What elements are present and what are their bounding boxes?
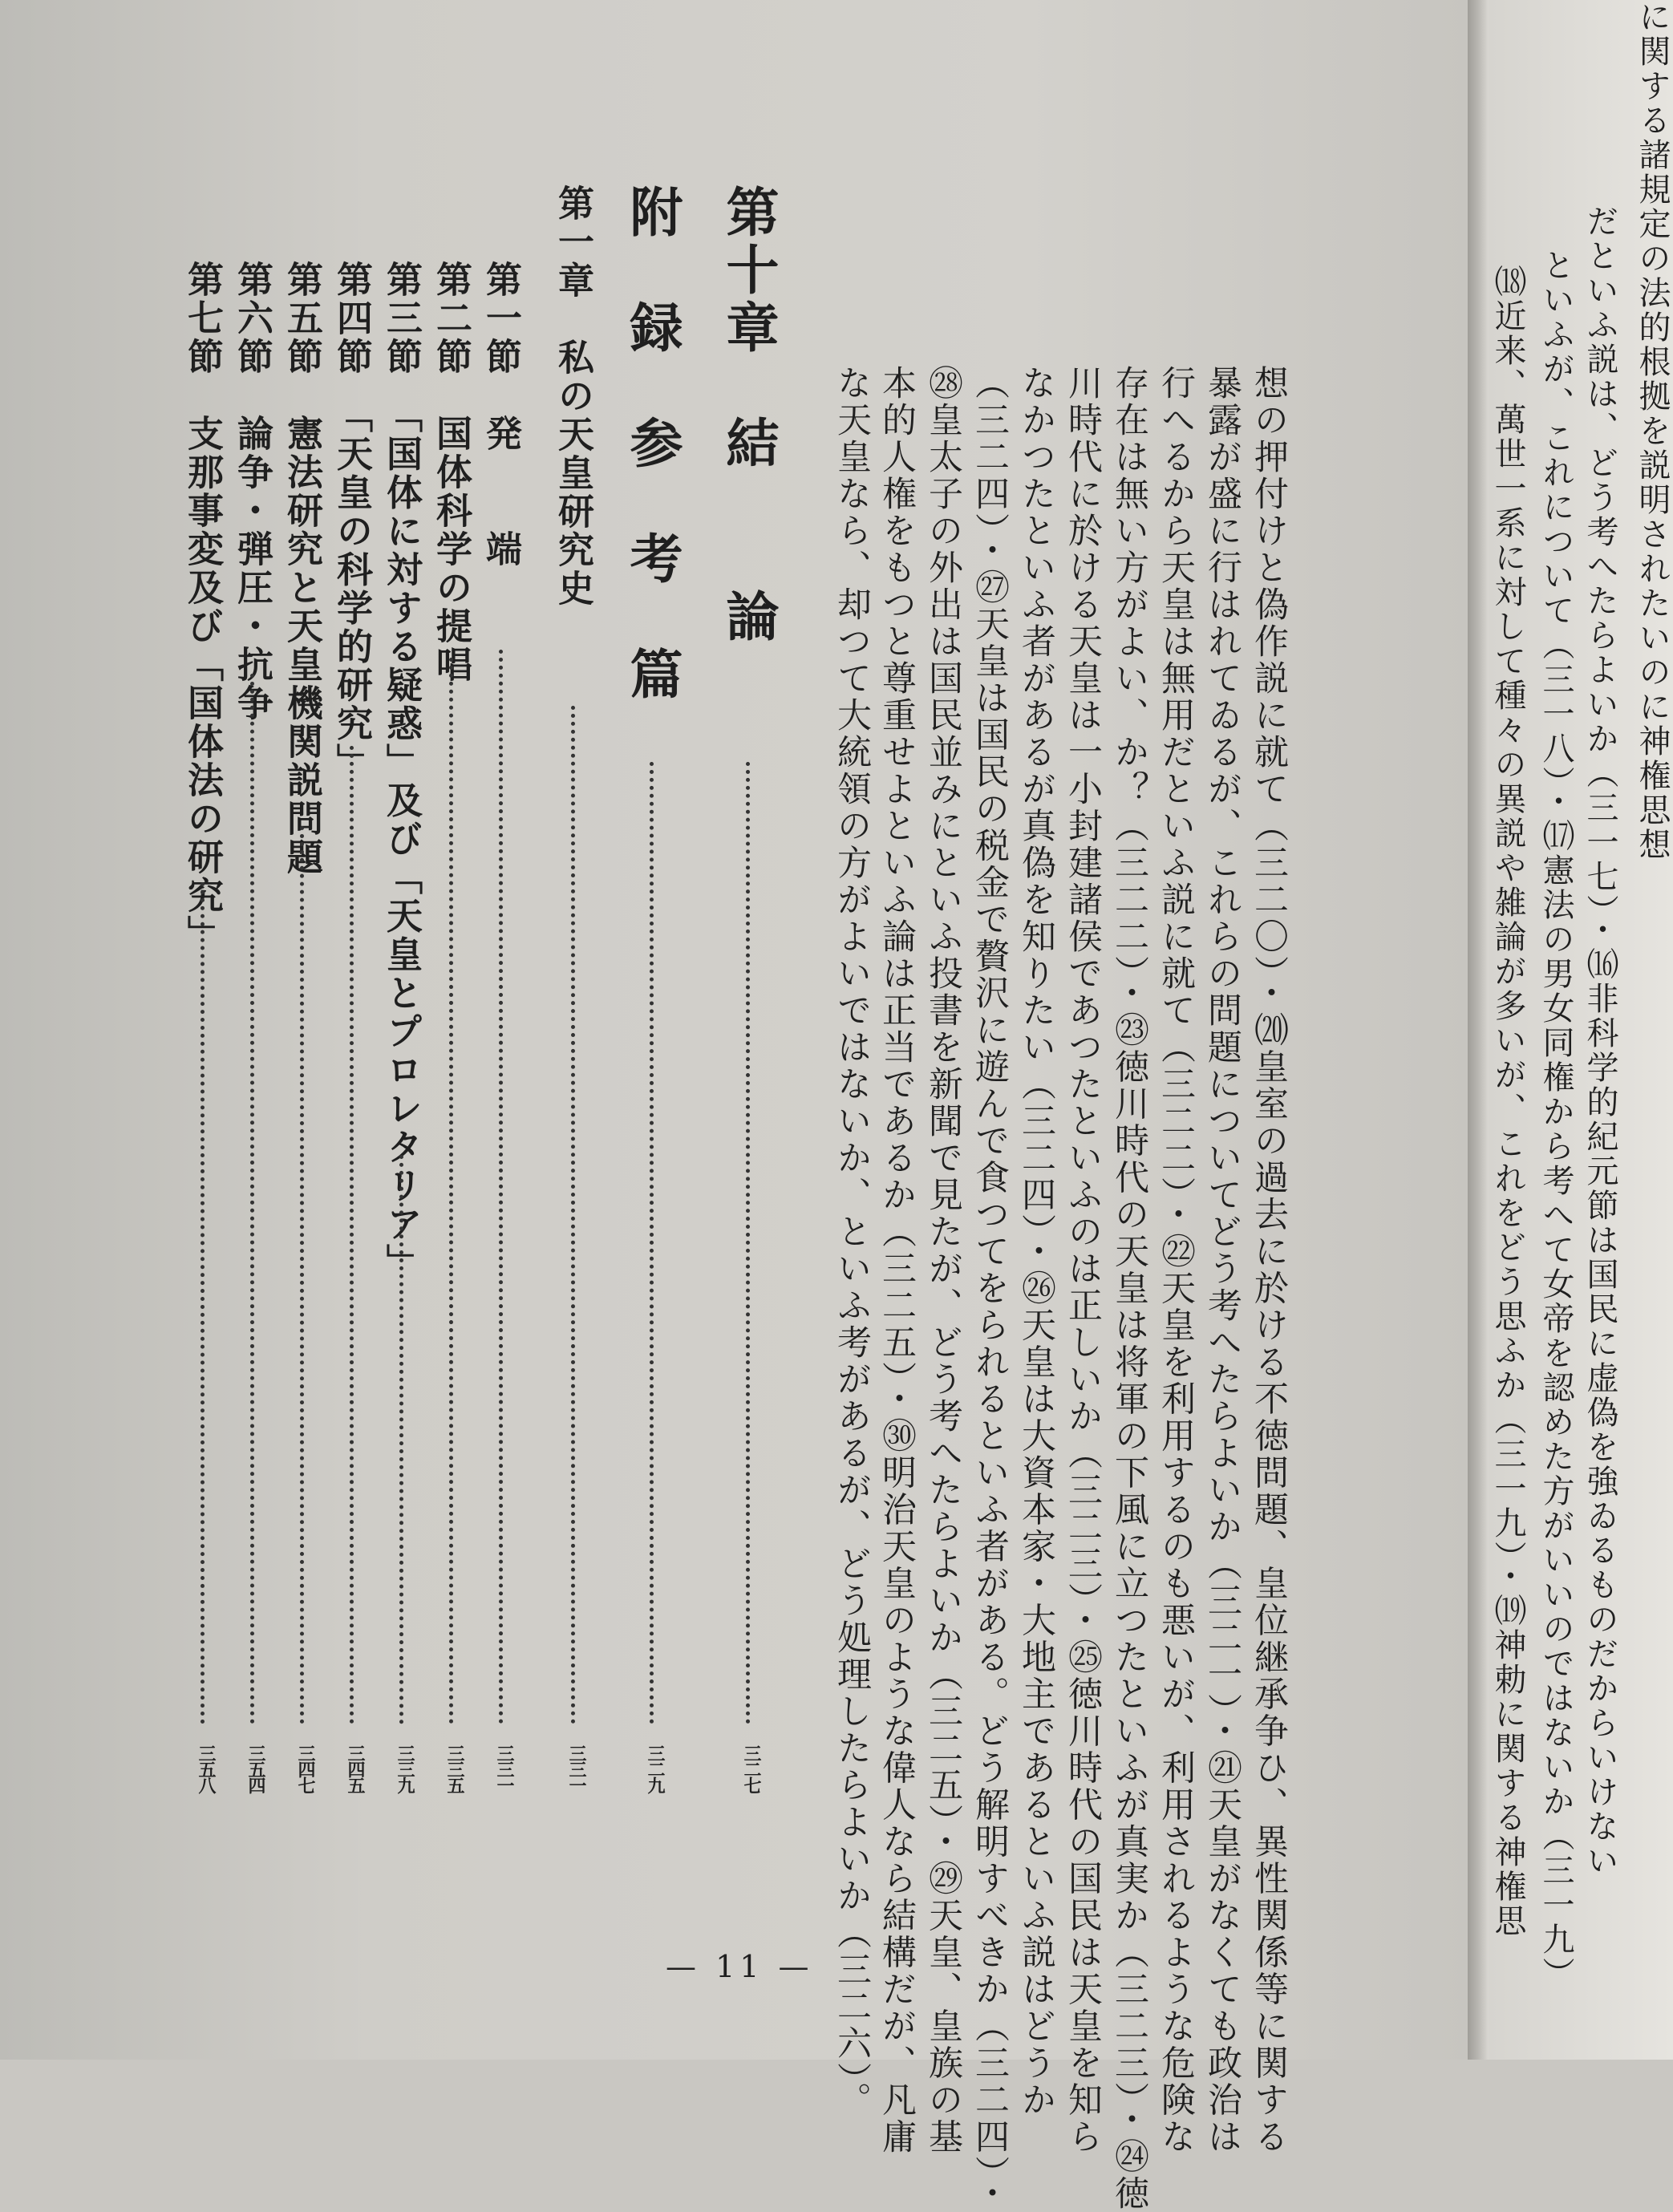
paragraph-line-3: 行へるから天皇は無用だといふ説に就て（三二二）・㉒天皇を利用するのも悪いが、利用されるような危険な (1156, 365, 1196, 2156)
toc-section-6-title: 第六節 論争・弾圧・抗争 (231, 261, 273, 723)
paragraph-line-10: な天皇なら、却つて大統領の方がよいではないか、といふ考があるが、どう処理したらよいか（三二六）。 (832, 365, 872, 2119)
toc-leader-chapter1 (571, 706, 575, 1724)
toc-section-7-title: 第七節 支那事変及び「国体法の研究」 (181, 261, 224, 954)
toc-section-2-page: 三三五 (444, 1744, 465, 1793)
toc-section-3-page: 三三九 (395, 1744, 415, 1793)
right-page-line-3: といふが、これについて（三一八）・⒄憲法の男女同権から考へて女帝を認めた方がいいのではないか（三一九） (1537, 249, 1574, 1991)
toc-appendix-page: 三二九 (645, 1744, 666, 1793)
toc-leader-section-2 (449, 658, 453, 1724)
toc-section-5-title: 第五節 憲法研究と天皇機関説問題 (281, 261, 323, 877)
toc-leader-section-4 (350, 746, 354, 1724)
paragraph-line-8: ㉘皇太子の外出は国民並みにといふ投書を新聞で見たが、どう考へたらよいか（三二五）・㉙天皇、皇族の基 (923, 365, 963, 2156)
toc-section-7-page: 三五八 (196, 1744, 217, 1793)
right-page-line-4: ⒅近来、萬世一系に対して種々の異説や雑論が多いが、これをどう思ふか（三一九）・⒆神勅に関する神権思 (1489, 265, 1526, 1939)
page-number: — 11 — (666, 1949, 814, 1984)
toc-leader-section-5 (300, 826, 304, 1724)
toc-leader-section-7 (201, 882, 205, 1724)
toc-chapter10-page: 三二七 (741, 1744, 762, 1793)
toc-appendix-title: 附 録 参 考 篇 (621, 184, 683, 704)
toc-section-2-title: 第二節 国体科学の提唱 (430, 261, 472, 684)
toc-leader-appendix (650, 762, 654, 1724)
toc-leader-section-6 (250, 674, 254, 1724)
toc-chapter1-page: 三三一 (566, 1744, 587, 1793)
paragraph-line-9: 本的人権をもつと尊重せよといふ論は正当であるか（三二五）・㉚明治天皇のような偉人なら結構だが、凡庸 (877, 365, 917, 2156)
toc-section-1-page: 三三一 (494, 1744, 515, 1793)
toc-section-3-title: 第三節 「国体に対する疑惑」及び「天皇とプロレタリア」 (380, 261, 423, 1282)
toc-section-4-page: 三四五 (345, 1744, 366, 1793)
toc-chapter10-title: 第十章 結 論 (717, 184, 780, 646)
right-page-line-1: に関する諸規定の法的根拠を説明されたいのに神権思想 (1634, 0, 1671, 862)
toc-section-5-page: 三四七 (295, 1744, 316, 1793)
toc-leader-section-3 (399, 1155, 403, 1724)
toc-section-1-title: 第一節 発 端 (480, 261, 522, 569)
paragraph-line-6: なかつたといふ者があるが真偽を知りたい（三二四）・㉖天皇は大資本家・大地主であるといふ説はどうか (1016, 365, 1056, 2119)
paragraph-line-4: 存在は無い方がよい、か？（三二二）・㉓徳川時代の天皇は将軍の下風に立つたといふが真実か（三二三）・㉔徳 (1109, 365, 1149, 2212)
paragraph-line-1: 想の押付けと偽作説に就て（三二〇）・⒇皇室の過去に於ける不徳問題、皇位継承争ひ、異性関係等に関する (1249, 365, 1289, 2156)
paragraph-line-7: （三二四）・㉗天皇は国民の税金で贅沢に遊んで食つてをられるといふ者がある。どう解明すべきか（三二四）・ (970, 365, 1010, 2212)
toc-section-4-title: 第四節 「天皇の科学的研究」 (330, 261, 373, 782)
toc-chapter1-title: 第一章 私の天皇研究史 (552, 184, 594, 608)
right-page-line-2: だといふ説は、どう考へたらよいか（三一七）・⒃非科学的紀元節は国民に虚偽を強ゐるものだからいけない (1582, 205, 1618, 1878)
toc-leader-chapter10 (746, 762, 750, 1724)
book-gutter (1468, 0, 1489, 2060)
paragraph-line-2: 暴露が盛に行はれてゐるが、これらの問題についてどう考へたらよいか（三二一）・㉑天皇がなくても政治は (1202, 365, 1242, 2156)
paragraph-line-5: 川時代に於ける天皇は一小封建諸侯であつたといふのは正しいか（三二三）・㉕徳川時代の国民は天皇を知ら (1063, 365, 1103, 2156)
toc-section-6-page: 三五四 (245, 1744, 266, 1793)
toc-leader-section-1 (499, 650, 503, 1724)
